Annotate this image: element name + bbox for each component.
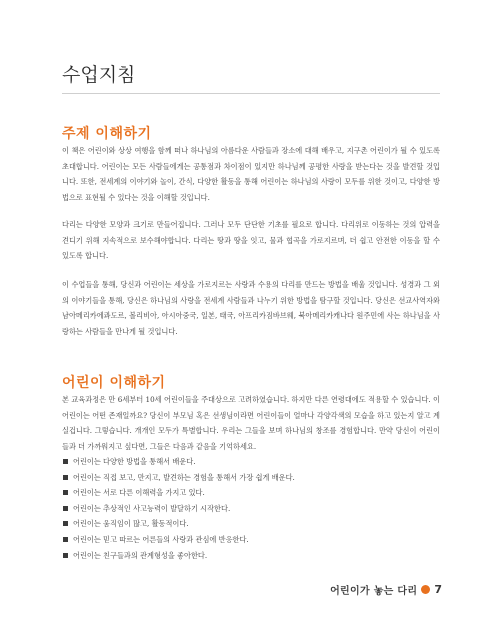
square-bullet-icon [63,521,68,526]
square-bullet-icon [63,506,68,511]
list-item: 어린이는 다양한 방법을 통해서 배운다. [62,454,440,470]
children-traits-list [62,454,440,563]
list-item: 어린이는 서로 다른 이해력을 가지고 있다. [62,485,440,501]
section-heading-children: 어린이 이해하기 [62,375,166,391]
theme-paragraph-2: 다리는 다양한 모양과 크기로 만들어집니다. 그러나 모두 단단한 기초를 필요로 합니다. 다리위로 이동하는 것의 압력을 견디기 위해 지속적으로 보수해야합니다. 다리는 땅과 땅을 잇고, 물과 협곡을 가로지르며, 더 쉽고 안전한 이동을 할 수 있도록 합니다. [62,220,440,260]
title-divider [62,93,440,94]
theme-paragraph-1: 이 책은 어린이와 상상 여행을 함께 떠나 하나님의 아름다운 사람들과 장소에 대해 배우고, 지구촌 어린이가 될 수 있도록 초대합니다. 어린이는 모든 사람들에게는 공통점과 차이점이 있지만 하나님께 공평한 사랑을 받는다는 것을 발견할 것입니다. 또한, 전세계의 이야기와 놀이, 간식, 다양한 활동을 통해 어린이는 하나님의 사랑이 모두를 위한 것이고, 다양한 방법으로 표현될 수 있다는 것을 이해할 것입니다. [62,146,440,202]
page-number: 7 [434,583,442,596]
square-bullet-icon [63,553,68,558]
orange-dot-icon [421,585,430,594]
square-bullet-icon [63,490,68,495]
page-title: 수업지침 [62,64,136,86]
list-item: 어린이는 추상적인 사고능력이 발달하기 시작한다. [62,501,440,517]
list-item: 어린이는 직접 보고, 만지고, 발견하는 경험을 통해서 가장 쉽게 배운다. [62,470,440,486]
list-item: 어린이는 움직임이 많고, 활동적이다. [62,516,440,532]
children-paragraph-1: 본 교육과정은 만 6세부터 10세 어린이들을 주대상으로 고려하였습니다. 하지만 다른 연령대에도 적용할 수 있습니다. 이 어린이는 어떤 존재일까요? 당신이 부모님 혹은 선생님이라면 어린이들이 얼마나 각양각색의 모습을 하고 있는지 알고 계실겁니다. 그렇습니다. 개개인 모두가 특별합니다. 우리는 그들을 보며 하나님의 창조를 경험합니다. 만약 당신이 어린이들과 더 가까워지고 싶다면, 그들은 다음과 같음을 기억하세요. [62,395,440,451]
list-item: 어린이는 친구들과의 관계형성을 좋아한다. [62,548,440,564]
section-heading-theme: 주제 이해하기 [62,126,152,142]
square-bullet-icon [63,475,68,480]
theme-paragraph-3: 이 수업들을 통해, 당신과 어린이는 세상을 가로지르는 사랑과 수용의 다리를 만드는 방법을 배울 것입니다. 성경과 그 외의 이야기들을 통해, 당신은 하나님의 사랑을 전세계 사람들과 나누기 위한 방법을 탐구할 것입니다. 당신은 선교사역자와 남아메리카에콰도르, 볼리비아, 아시아중국, 일본, 태국, 아프리카짐바브웨, 북아메리카캐나다 원주민에 사는 하나님을 사랑하는 사람들을 만나게 될 것입니다. [62,280,440,336]
list-item: 어린이는 믿고 따르는 어른들의 사랑과 관심에 반응한다. [62,532,440,548]
square-bullet-icon [63,459,68,464]
page-footer [330,582,442,597]
square-bullet-icon [63,537,68,542]
footer-brand: 어린이가 놓는 다리 [330,586,418,597]
